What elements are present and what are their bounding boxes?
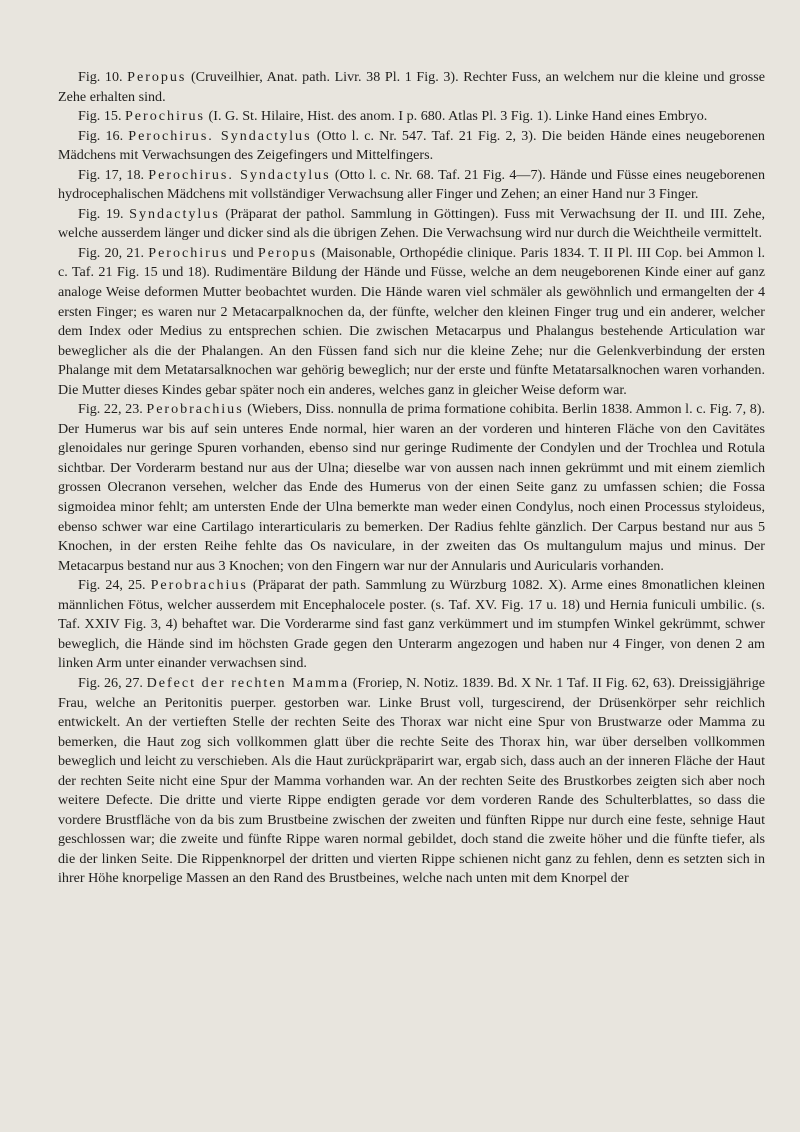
figure-caption-paragraph — [58, 244, 765, 400]
figure-caption-paragraph — [58, 205, 765, 244]
spaced-term: Peropus — [127, 69, 187, 85]
spaced-term: Perochirus — [148, 244, 229, 261]
caption-text: (Wiebers, Diss. nonnulla de prima formatione cohibita. Berlin 1838. Ammon l. c. Fig. 7, 8). Der Humerus war bis auf sein unteres Ende normal, hier waren an der vorderen und hinteren Fläche von den Cavitätes glenoidales nur geringe Spuren vorhanden, ebenso sind nur geringe Rudimente der Condylen und der Trochlea und Rotula sichtbar. Der Vorderarm bestand nur aus der Ulna; dieselbe war von aussen nach innen gekrümmt und mit einem ziemlich grossen Olecranon versehen, welcher das Ende des Humerus von der einen Seite ganz zu umfassen schien; die Fossa sigmoidea minor fehlt; am untersten Ende der Ulna bemerkte man weder einen Condylus, noch einen Processus styloideus, ebenso schwer war eine Cartilago interarticularis zu bemerken. Der Radius fehlte gänzlich. Der Carpus bestand nur aus 5 Knochen, in der ersten Reihe fehlte das Os naviculare, in der zweiten das Os multangulum majus und minus. Der Metacarpus bestand nur aus 3 Knochen; von den Fingern war nur der Annularis und Auricularis vorhanden. — [58, 401, 765, 574]
caption-text: (Maisonable, Orthopédie clinique. Paris 1834. T. II Pl. III Cop. bei Ammon l. c. Taf. 21 Fig. 15 und 18). Rudimentäre Bildung der Hände und Füsse, welche an dem neugeborenen Kinde einer auf ganz analoge Weise deformen Mutter beobachtet wurden. Die Hände waren viel schmäler als gewöhnlich und ermangelten der 4 ersten Finger; es waren nur 2 Metacarpalknochen da, der fünfte, welcher den kleinen Finger trug und ein anderer, welcher dem Index oder Medius zu entsprechen schien. Die zwischen Metacarpus und Phalangus bestehende Articulation war beweglicher als die der Phalangen. An den Füssen fand sich nur die kleine Zehe; nur die Gelenkverbindung der ersten Phalange mit dem Metatarsalknochen war gehörig beweglich; nur der erste und fünfte Metatarsalknochen waren vorhanden. Die Mutter dieses Kindes gebar später noch ein anderes, welches ganz in gleicher Weise deform war. — [58, 244, 766, 398]
spaced-term: Perobrachius — [146, 401, 244, 418]
spaced-term: Peropus — [257, 244, 318, 261]
spaced-term: Perochirus. Syndactylus — [128, 127, 312, 144]
caption-text: (Cruveilhier, Anat. path. Livr. 38 Pl. 1 Fig. 3). Rechter Fuss, an welchem nur die kleine und grosse Zehe erhalten sind. — [58, 69, 765, 105]
caption-text: (Präparat der pathol. Sammlung in Göttingen). Fuss mit Verwachsung der II. und III. Zehe, welche ausserdem länger und dicker sind als die übrigen Zehen. Die Verwachsung wird nur durch die Weichtheile vermittelt. — [58, 205, 765, 242]
figure-caption-paragraph — [58, 107, 765, 127]
spaced-term: Defect der rechten Mamma — [146, 674, 350, 691]
figure-caption-paragraph — [58, 400, 765, 576]
caption-text: Fig. 10. — [78, 69, 128, 85]
caption-text: Fig. 20, 21. — [78, 244, 149, 261]
figure-caption-paragraph — [58, 576, 765, 674]
caption-text: (I. G. St. Hilaire, Hist. des anom. I p. 680. Atlas Pl. 3 Fig. 1). Linke Hand eines Embryo. — [205, 108, 708, 125]
figure-caption-paragraph — [58, 674, 765, 889]
spaced-term: Perobrachius — [150, 577, 248, 594]
caption-text: Fig. 26, 27. — [78, 674, 147, 691]
caption-text: (Otto l. c. Nr. 68. Taf. 21 Fig. 4—7). Hände und Füsse eines neugeborenen hydrocephalischen Mädchens mit vollständiger Verwachsung aller Finger und Zehen; an einer Hand nur 3 Finger. — [58, 166, 765, 203]
body-text — [58, 68, 765, 889]
caption-text: Fig. 22, 23. — [78, 401, 147, 418]
caption-text: Fig. 24, 25. — [78, 577, 151, 594]
spaced-term: Perochirus — [125, 108, 206, 125]
caption-text: (Präparat der path. Sammlung zu Würzburg 1082. X). Arme eines 8monatlichen kleinen männlichen Fötus, welcher ausserdem mit Encephalocele poster. (s. Taf. XV. Fig. 17 u. 18) und Hernia funiculi umbilic. (s. Taf. XXIV Fig. 3, 4) behaftet war. Die Vorderarme sind fast ganz verkümmert und im stumpfen Winkel gekrümmt, schwer beweglich, die Hände sind im höchsten Grade gegen den Unterarm angezogen und haben nur 4 Finger, von denen 2 am linken Arm unter einander verwachsen sind. — [58, 577, 765, 672]
figure-caption-paragraph — [58, 166, 765, 205]
caption-text: Fig. 17, 18. — [78, 166, 149, 183]
spaced-term: Perochirus. Syndactylus — [148, 166, 331, 183]
caption-text: (Froriep, N. Notiz. 1839. Bd. X Nr. 1 Taf. II Fig. 62, 63). Dreissigjährige Frau, welche an Peritonitis puerper. gestorben war. Linke Brust voll, turgescirend, der Drüsenkörper sehr reichlich entwickelt. An der vertieften Stelle der rechten Seite des Thorax war nicht eine Spur von Brustwarze oder Mamma zu bemerken, die Haut zog sich vollkommen glatt über die rechte Seite des Thorax hin, war über derselben vollkommen beweglich und leicht zu verschieben. Als die Haut zurückpräparirt war, ergab sich, dass auch an der inneren Fläche der Haut der rechten Seite nicht eine Spur der Mamma vorhanden war. An der rechten Seite des Brustkorbes zeigten sich aber noch weitere Defecte. Die dritte und vierte Rippe endigten gerade vor dem vorderen Rande des Schulterblattes, so dass die vordere Brustfläche von da bis zum Brustbeine zwischen der zweiten und fünften Rippe nur durch eine feste, sehnige Haut geschlossen war; die zweite und fünfte Rippe waren normal gebildet, doch stand die zweite höher und die fünfte tiefer, als die der linken Seite. Die Rippenknorpel der dritten und vierten Rippe schienen nicht ganz zu fehlen, denn es setzten sich in ihrer Höhe knorpelige Massen an den Rand des Brustbeines, welche nach unten mit dem Knorpel der — [58, 674, 765, 887]
figure-caption-paragraph — [58, 68, 765, 107]
caption-text: und — [228, 244, 258, 261]
caption-text: Fig. 15. — [78, 108, 125, 125]
caption-text: Fig. 19. — [78, 205, 130, 222]
caption-text: (Otto l. c. Nr. 547. Taf. 21 Fig. 2, 3). Die beiden Hände eines neugeborenen Mädchens mit Verwachsungen des Zeigefingers und Mittelfingers. — [58, 127, 765, 164]
figure-caption-paragraph — [58, 127, 765, 166]
caption-text: Fig. 16. — [78, 127, 129, 144]
spaced-term: Syndactylus — [129, 205, 220, 222]
